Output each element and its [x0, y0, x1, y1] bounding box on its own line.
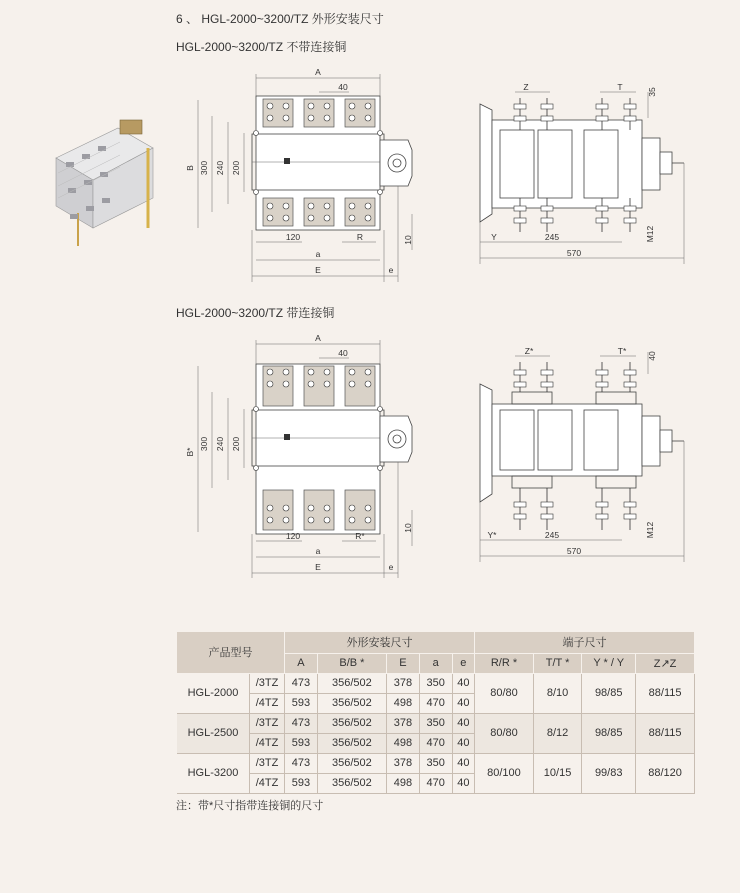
- dim-T: T: [617, 82, 623, 92]
- cell-R: 80/100: [475, 753, 534, 793]
- dim-40: 40: [338, 82, 348, 92]
- dim-35: 35: [647, 87, 657, 97]
- table-row: [177, 673, 695, 693]
- cell-a: 350: [419, 753, 452, 773]
- cell-model: HGL-2000: [177, 673, 250, 713]
- cell-a: 350: [419, 673, 452, 693]
- table-row: [177, 753, 695, 773]
- cell-R: 80/80: [475, 713, 534, 753]
- cell-E: 498: [386, 733, 419, 753]
- cell-pole: /4TZ: [250, 733, 285, 753]
- dim-e2: e: [388, 562, 394, 572]
- cell-e: 40: [452, 773, 474, 793]
- cell-B: 356/502: [317, 733, 386, 753]
- dim-570-2: 570: [566, 546, 582, 556]
- cell-Z: 88/120: [636, 753, 695, 793]
- cell-B: 356/502: [317, 673, 386, 693]
- cell-T: 10/15: [533, 753, 581, 793]
- cell-Y: 98/85: [582, 673, 636, 713]
- dim-40-2: 40: [338, 348, 348, 358]
- cell-T: 8/10: [533, 673, 581, 713]
- dim-245: 245: [544, 232, 560, 242]
- dimension-table: [177, 632, 695, 794]
- cell-e: 40: [452, 673, 474, 693]
- col-E: E: [386, 653, 419, 673]
- footnote: 注：带*尺寸指带连接铜的尺寸: [176, 800, 324, 812]
- cell-pole: /4TZ: [250, 773, 285, 793]
- dim-a: a: [315, 249, 321, 259]
- cell-model: HGL-3200: [177, 753, 250, 793]
- header-install: 外形安装尺寸: [285, 632, 475, 653]
- dim-300: 300: [199, 160, 209, 176]
- dim-240: 240: [215, 160, 225, 176]
- cell-Y: 98/85: [582, 713, 636, 753]
- cell-Z: 88/115: [636, 673, 695, 713]
- col-a: a: [419, 653, 452, 673]
- cell-B: 356/502: [317, 713, 386, 733]
- dim-A2: A: [315, 333, 321, 343]
- col-Y: Y * / Y: [582, 653, 636, 673]
- section1-title: HGL-2000~3200/TZ 不带连接铜: [176, 40, 347, 54]
- cell-A: 593: [285, 693, 318, 713]
- dim-200-2: 200: [231, 436, 241, 452]
- cell-e: 40: [452, 713, 474, 733]
- cell-R: 80/80: [475, 673, 534, 713]
- page-title: 6 、 HGL-2000~3200/TZ 外形安装尺寸: [176, 12, 384, 26]
- cell-e: 40: [452, 693, 474, 713]
- cell-a: 470: [419, 773, 452, 793]
- dim-10: 10: [403, 235, 413, 245]
- dim-e: e: [388, 265, 394, 275]
- cell-B: 356/502: [317, 753, 386, 773]
- dim-R2: R*: [355, 531, 365, 541]
- col-e: e: [452, 653, 474, 673]
- cell-B: 356/502: [317, 693, 386, 713]
- cell-A: 473: [285, 713, 318, 733]
- col-Z: Z↗Z: [636, 653, 695, 673]
- dim-245-2: 245: [544, 530, 560, 540]
- dim-300-2: 300: [199, 436, 209, 452]
- cell-E: 378: [386, 673, 419, 693]
- cell-pole: /3TZ: [250, 673, 285, 693]
- dim-B2: B*: [185, 447, 195, 457]
- col-T: T/T *: [533, 653, 581, 673]
- cell-e: 40: [452, 733, 474, 753]
- cell-pole: /3TZ: [250, 753, 285, 773]
- cell-pole: /4TZ: [250, 693, 285, 713]
- section2-title: HGL-2000~3200/TZ 带连接铜: [176, 306, 335, 320]
- dim-Y: Y: [491, 232, 497, 242]
- dim-240-2: 240: [215, 436, 225, 452]
- header-terminal: 端子尺寸: [475, 632, 695, 653]
- col-B: B/B *: [317, 653, 386, 673]
- cell-Z: 88/115: [636, 713, 695, 753]
- dim-E: E: [315, 265, 321, 275]
- cell-A: 473: [285, 753, 318, 773]
- col-A: A: [285, 653, 318, 673]
- dim-E2: E: [315, 562, 321, 572]
- cell-e: 40: [452, 753, 474, 773]
- dim-a2: a: [315, 546, 321, 556]
- cell-E: 498: [386, 693, 419, 713]
- cell-T: 8/12: [533, 713, 581, 753]
- dim-Y2: Y*: [487, 530, 497, 540]
- dim-570: 570: [566, 248, 582, 258]
- cell-a: 470: [419, 733, 452, 753]
- col-R: R/R *: [475, 653, 534, 673]
- cell-pole: /3TZ: [250, 713, 285, 733]
- cell-model: HGL-2500: [177, 713, 250, 753]
- dim-R: R: [356, 232, 364, 242]
- dim-200: 200: [231, 160, 241, 176]
- cell-E: 378: [386, 753, 419, 773]
- cell-A: 593: [285, 773, 318, 793]
- cell-B: 356/502: [317, 773, 386, 793]
- dim-Z2: Z*: [524, 346, 534, 356]
- dim-120-2: 120: [285, 531, 301, 541]
- dim-M12-2: M12: [645, 521, 655, 539]
- cell-a: 470: [419, 693, 452, 713]
- cell-a: 350: [419, 713, 452, 733]
- dim-B: B: [185, 165, 195, 171]
- table-row: [177, 713, 695, 733]
- cell-A: 593: [285, 733, 318, 753]
- cell-E: 498: [386, 773, 419, 793]
- dim-10-2: 10: [403, 523, 413, 533]
- dim-120: 120: [285, 232, 301, 242]
- dim-T2: T*: [617, 346, 627, 356]
- cell-A: 473: [285, 673, 318, 693]
- dim-40-side: 40: [647, 351, 657, 361]
- header-model: 产品型号: [177, 632, 285, 673]
- dim-M12: M12: [645, 225, 655, 243]
- cell-Y: 99/83: [582, 753, 636, 793]
- cell-E: 378: [386, 713, 419, 733]
- dim-Z: Z: [523, 82, 529, 92]
- dim-A: A: [315, 67, 321, 77]
